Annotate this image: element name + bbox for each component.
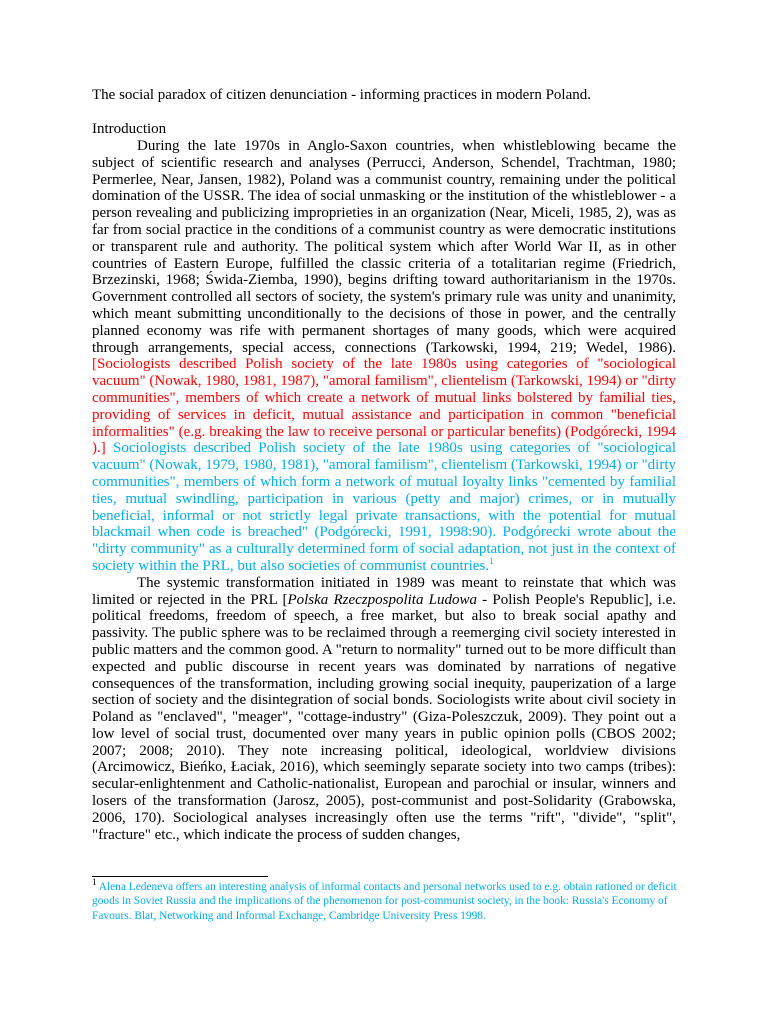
section-heading: Introduction <box>92 121 167 137</box>
paragraph-1 <box>92 138 676 575</box>
deleted-passage: [Sociologists described Polish society of the late 1980s using categories of "sociological vacuum" (Nowak, 1980, 1981, 1987), "amoral familism", clientelism (Tarkowski, 1994) or "dirty communities", members of which create a network of mutual links bolstered by familial ties, providing of services in deficit, mutual assistance and participation in common "beneficial informalities" (e.g. breaking the law to receive personal or particular benefits) (Podgórecki, 1994 ).] <box>92 356 676 457</box>
footnote-separator <box>92 876 268 877</box>
footnote-text: Alena Ledeneva offers an interesting analysis of informal contacts and personal networks used to e.g. obtain rationed or deficit goods in Soviet Russia and the implications of the phenomenon for post-communist society, in the book: Russia's Economy of Favours. Blat, Networking and Informal Exchange, Cambridge University Press 1998. <box>92 881 677 922</box>
document-title: The social paradox of citizen denunciation - informing practices in modern Poland. <box>92 87 592 103</box>
footnote-reference[interactable]: 1 <box>489 555 494 566</box>
footnote <box>92 877 678 923</box>
paragraph-2 <box>92 575 676 844</box>
paragraph-2-text-start: The systemic transformation initiated in 1989 was meant to reinstate that which was limited or rejected in the PRL [ <box>92 574 676 608</box>
paragraph-2-text-end: - Polish People's Republic], i.e. political freedoms, freedom of speech, a free market, but also to break social apathy and passivity. The public sphere was to be reclaimed through a reemerging civil society interested in public matters and the common good. A "return to normality" turned out to be more difficult than expected and public discourse in recent years was dominated by narrations of negative consequences of the transformation, including growing social inequity, pauperization of a large section of society and the disintegration of social bonds. Sociologists write about civil society in Poland as "enclaved", "meager", "cottage-industry" (Giza-Poleszczuk, 2009). They point out a low level of social trust, documented over many years in public opinion polls (CBOS 2002; 2007; 2008; 2010). They note increasing political, ideological, worldview divisions (Arcimowicz, Bieńko, Łaciak, 2016), which seemingly separate society into two camps (tribes): secular-enlightenment and Catholic-nationalist, European and parochial or insular, winners and losers of the transformation (Jarosz, 2005), post-communist and post-Solidarity (Grabowska, 2006, 170). Sociological analyses increasingly often use the terms "rift", "divide", "split", "fracture" etc., which indicate the process of sudden changes, <box>92 591 676 843</box>
paragraph-1-text: During the late 1970s in Anglo-Saxon countries, when whistleblowing became the subject of scientific research and analyses (Perrucci, Anderson, Schendel, Trachtman, 1980; Permerlee, Near, Jansen, 1982), Poland was a communist country, remaining under the political domination of the USSR. The idea of social unmasking or the institution of the whistleblower - a person revealing and publicizing improprieties in an organization (Near, Miceli, 1985, 2), was as far from social practice in the conditions of a communist country as were democratic institutions or transparent rule and authority. The political system which after World War II, as in other countries of Eastern Europe, fulfilled the classic criteria of a totalitarian regime (Friedrich, Brzezinski, 1968; Świda-Ziemba, 1990), begins drifting toward authoritarianism in the 1970s. Government controlled all sectors of society, the system's primary rule was unity and unanimity, which meant submitting unconditionally to the decisions of those in power, and the centrally planned economy was rife with permanent shortages of many goods, which were acquired through arrangements, special access, connections (Tarkowski, 1994, 219; Wedel, 1986). <box>92 138 676 356</box>
italic-term: Polska Rzeczpospolita Ludowa <box>287 591 477 608</box>
footnote-number: 1 <box>92 877 97 888</box>
inserted-passage: Sociologists described Polish society of the late 1980s using categories of "sociological vacuum" (Nowak, 1979, 1980, 1981), "amoral familism", clientelism (Tarkowski, 1994) or "dirty communities", members of which form a network of mutual loyalty links "cemented by familial ties, mutual swindling, participation in various (petty and major) crimes, or in mutually beneficial, informal or not strictly legal private transactions, with the potential for mutual blackmail when code is breached" (Podgórecki, 1991, 1998:90). Podgórecki wrote about the "dirty community" as a culturally determined form of social adaptation, not just in the context of society within the PRL, but also societies of communist countries. <box>92 440 677 574</box>
